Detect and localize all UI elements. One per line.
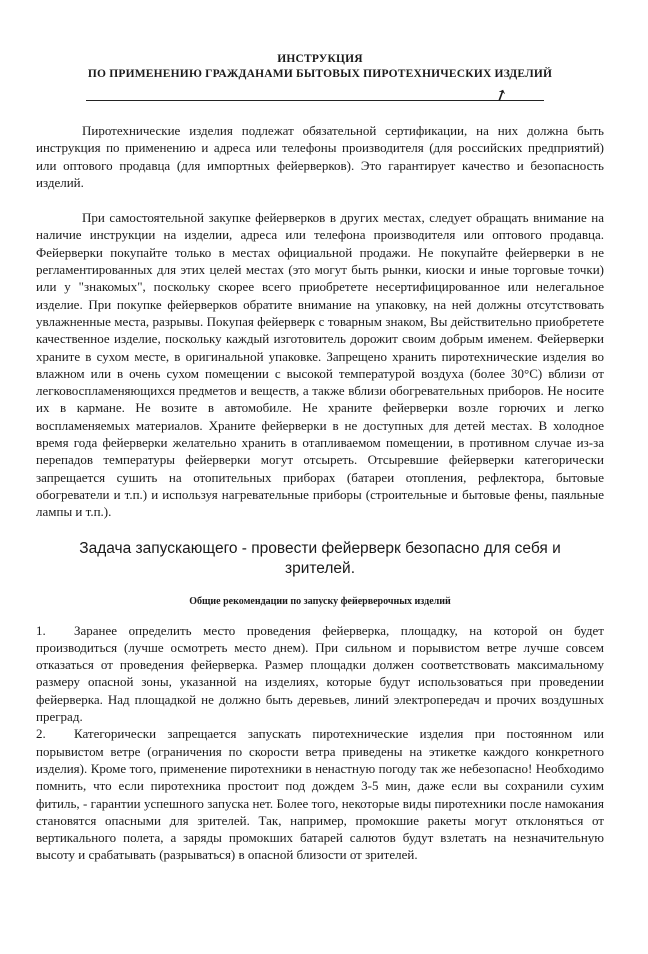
list-item-text: Категорически запрещается запускать пиротехнические изделия при постоянном или порывистом ветре (ограничения по скорости ветра приведены на этикетке каждого конкретного изделия). Кроме того, применение пиротехники в ненастную погоду так же небезопасно! Необходимо помнить, что если пиротехника простоит под дождем 3-5 мин, даже если вы сохранили сухим фитиль, - гарантии успешного запуска нет. Более того, некоторые виды пиротехники после намокания становятся опасными для зрителей. Так, например, промокшие ракеты могут отклоняться от вертикального полета, а заряды промокших батарей салютов будут взлетать на незначительную высоту и срабатывать (разрываться) в опасной близости от зрителей. xyxy=(36,726,604,863)
document-title xyxy=(36,52,604,82)
paragraph-certification: Пиротехнические изделия подлежат обязательной сертификации, на них должна быть инструкция по применению и адреса или телефоны производителя (для российских предприятий) или оптового продавца (для импортных фейерверков). Это гарантирует качество и безопасность изделий. xyxy=(36,123,604,190)
list-item-text: Заранее определить место проведения фейерверка, площадку, на которой он будет производиться (лучше осмотреть место днем). При сильном и порывистом ветре лучше совсем отказаться от проведения фейерверка. Размер площадки должен соответствовать максимальному размеру опасной зоны, указанной на изделиях, которые будут использоваться при проведении фейерверка. Над площадкой не должно быть деревьев, линий электропередач и прочих воздушных преград. xyxy=(36,622,604,725)
list-item-number: 1. xyxy=(36,622,46,638)
title-line-1: ИНСТРУКЦИЯ xyxy=(277,53,363,65)
pen-mark: ↗ xyxy=(492,86,512,106)
title-line-2: ПО ПРИМЕНЕНИЮ ГРАЖДАНАМИ БЫТОВЫХ ПИРОТЕХНИЧЕСКИХ ИЗДЕЛИЙ xyxy=(87,68,553,80)
operator-task-subtitle: Задача запускающего - провести фейерверк безопасно для себя и зрителей. xyxy=(79,539,561,577)
divider-line xyxy=(86,100,544,101)
list-item xyxy=(36,725,604,863)
title-divider xyxy=(36,82,604,116)
paragraph-purchase-storage: При самостоятельной закупке фейерверков в других местах, следует обращать внимание на наличие инструкции на изделии, адреса или телефона производителя или оптового продавца. Фейерверки покупайте только в местах официальной продажи. Не покупайте фейерверки в не регламентированных для этих целей местах (это могут быть рынки, киоски и иные торговые точки) или у "знакомых", поскольку скорее всего приобретете несертифицированное или нелегальное изделие. При покупке фейерверков обратите внимание на упаковку, на ней должны отсутствовать увлажненные места, разрывы. Покупая фейерверк с товарным знаком, Вы действительно приобретете качественное изделие, поскольку каждый изготовитель дорожит своим добрым именем. Фейерверки храните в сухом месте, в оригинальной упаковке. Запрещено хранить пиротехнические изделия во влажном или в очень сухом помещении с высокой температурой воздуха (более 30°С) вблизи от легковоспламеняющихся предметов и веществ, а также вблизи обогревательных приборов. Не носите их в кармане. Не возите в автомобиле. Не храните фейерверки возле горючих и легко воспламеняемых материалов. Храните фейерверки в не доступных для детей местах. В холодное время года фейерверки желательно хранить в отапливаемом помещении, в противном случае из-за перепадов температуры фейерверки могут отсыреть. Отсыревшие фейерверки категорически запрещается сушить на отопительных приборах (батареи отопления, рефлектора, бытовые обогреватели и т.п.) и используя нагревательные приборы (строительные и бытовые фены, паяльные лампы и т.п.). xyxy=(36,210,604,520)
list-item-number: 2. xyxy=(36,726,46,742)
list-item xyxy=(36,622,604,726)
recommendations-heading: Общие рекомендации по запуску фейерверочных изделий xyxy=(189,595,451,607)
